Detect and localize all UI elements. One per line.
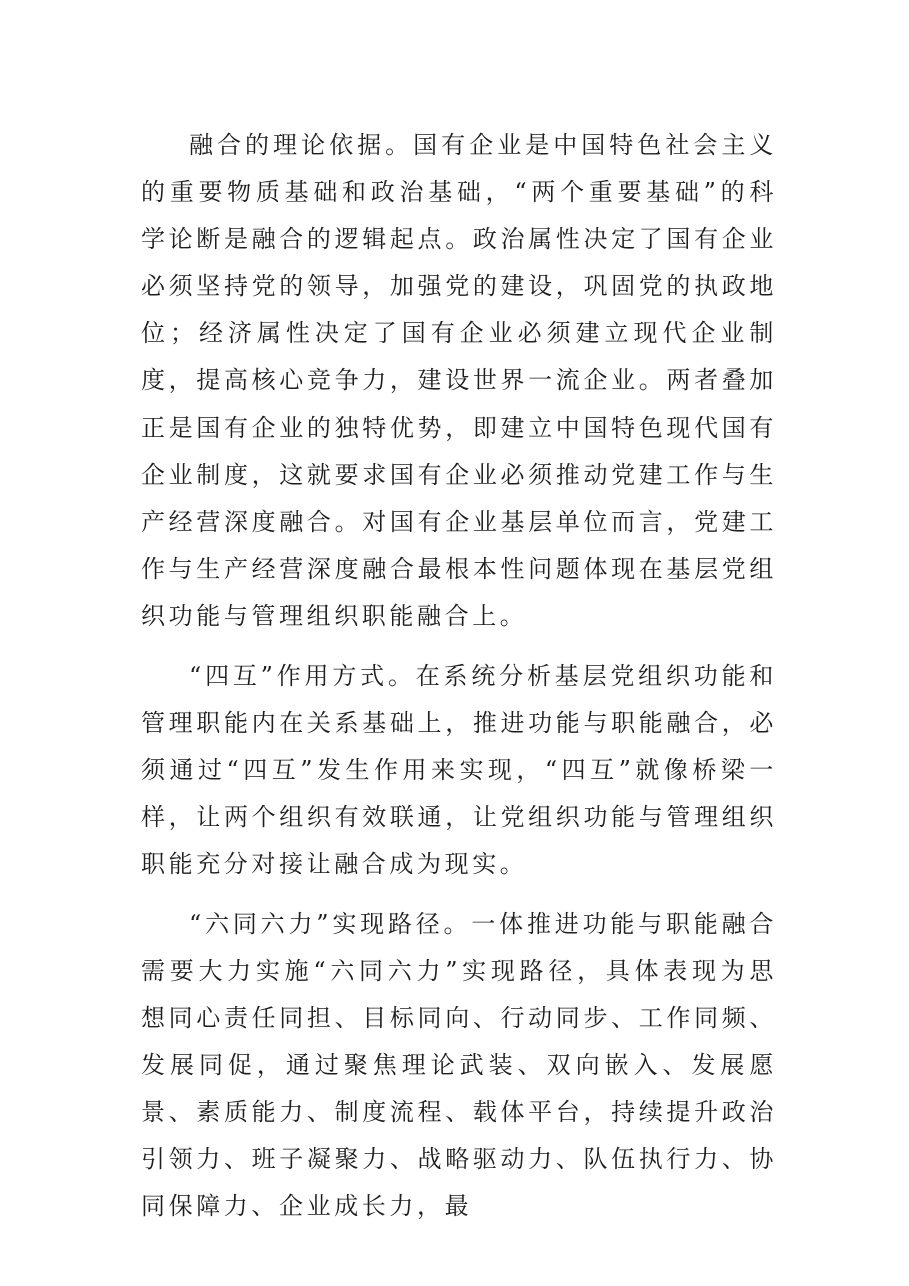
paragraph-theoretical-basis: 融合的理论依据。国有企业是中国特色社会主义的重要物质基础和政治基础，“两个重要基础”的科学论断是融合的逻辑起点。政治属性决定了国有企业必须坚持党的领导，加强党的建设，巩固党的执政地位；经济属性决定了国有企业必须建立现代企业制度，提高核心竞争力，建设世界一流企业。两者叠加正是国有企业的独特优势，即建立中国特色现代国有企业制度，这就要求国有企业必须推动党建工作与生产经营深度融合。对国有企业基层单位而言，党建工作与生产经营深度融合最根本性问题体现在基层党组织功能与管理组织职能融合上。 bbox=[141, 131, 777, 630]
paragraph-six-same-six-force-path: “六同六力”实现路径。一体推进功能与职能融合需要大力实施“六同六力”实现路径，具体表现为思想同心责任同担、目标同向、行动同步、工作同频、发展同促，通过聚焦理论武装、双向嵌入、发展愿景、素质能力、制度流程、载体平台，持续提升政治引领力、班子凝聚力、战略驱动力、队伍执行力、协同保障力、企业成长力，最 bbox=[141, 909, 777, 1221]
paragraph-four-mutual-mode: “四互”作用方式。在系统分析基层党组织功能和管理职能内在关系基础上，推进功能与职能融合，必须通过“四互”发生作用来实现，“四互”就像桥梁一样，让两个组织有效联通，让党组织功能与管理组织职能充分对接让融合成为现实。 bbox=[141, 661, 777, 878]
document-body bbox=[141, 122, 777, 1230]
